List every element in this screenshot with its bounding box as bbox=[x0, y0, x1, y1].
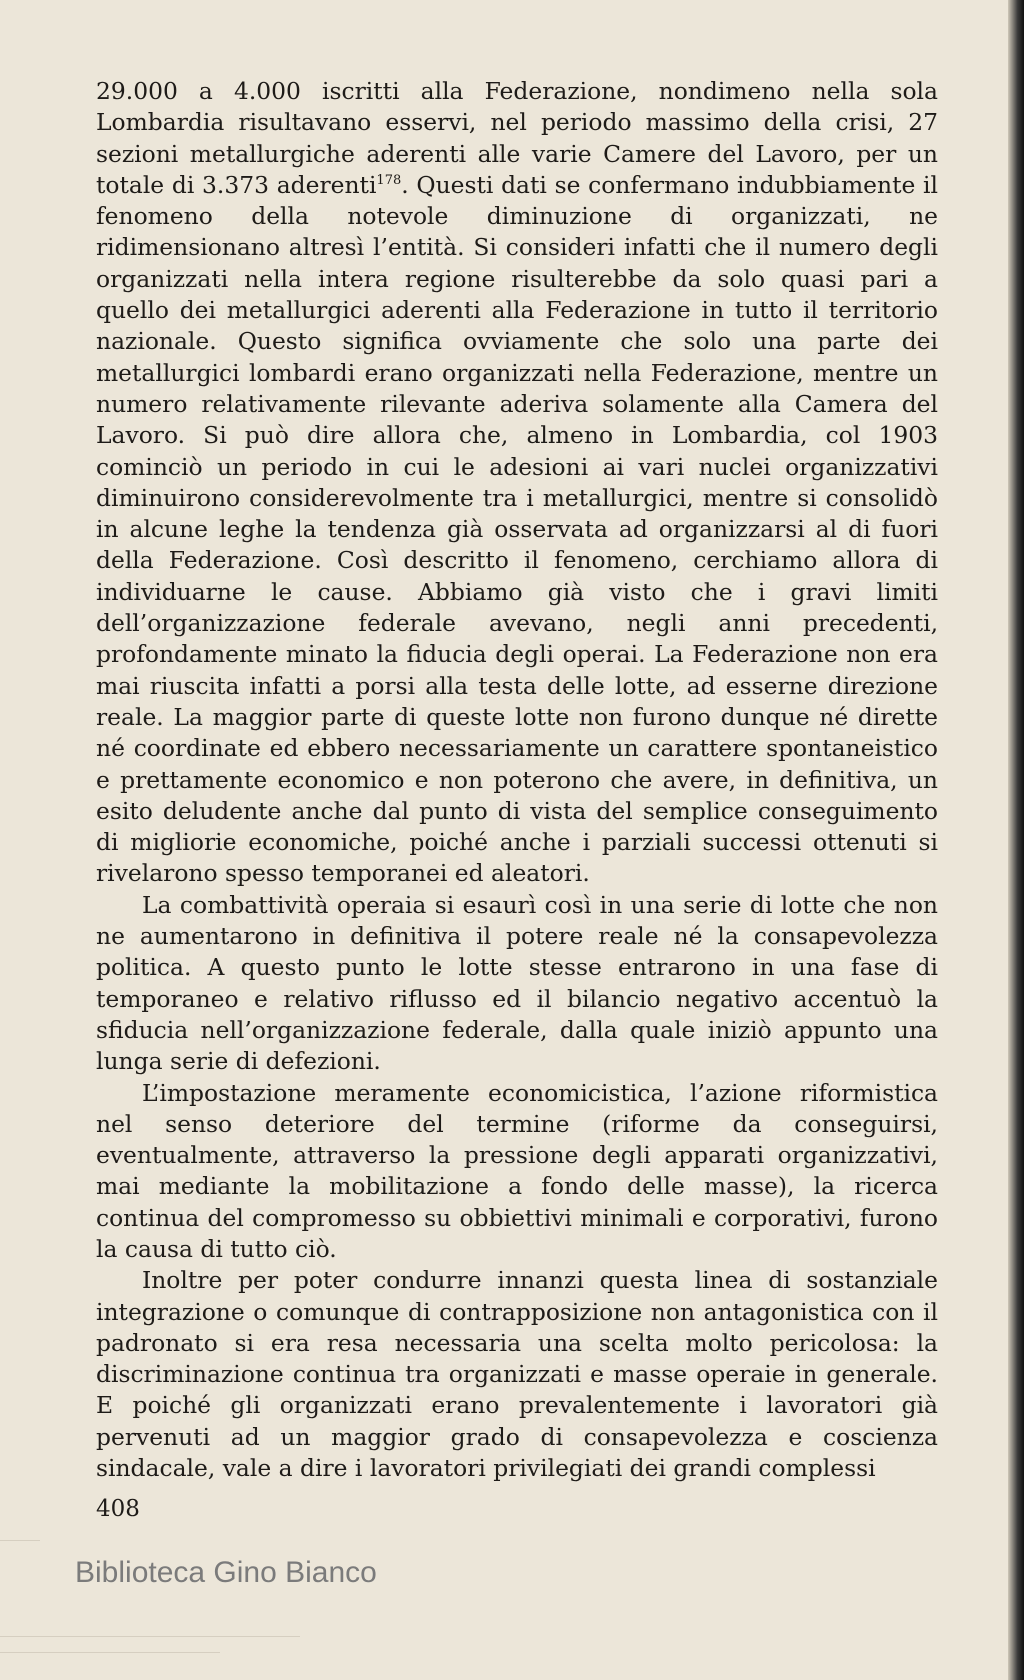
paragraph-2: La combattività operaia si esaurì così in una serie di lotte che non ne aumentarono in definitiva il potere reale né la consapevolezza politica. A questo punto le lotte stesse entrarono in una fase di temporaneo e relativo riflusso ed il bilancio negativo accentuò la sfiducia nell’organizzazione federale, dalla quale iniziò appunto una lunga serie di defezioni. bbox=[96, 890, 938, 1076]
paragraph-3: L’impostazione meramente economicistica, l’azione riformistica nel senso deteriore del termine (riforme da conseguirsi, eventualmente, attraverso la pressione degli apparati organizzativi, mai mediante la mobilitazione a fondo delle masse), la ricerca continua del compromesso su obbiettivi minimali e corporativi, furono la causa di tutto ciò. bbox=[96, 1078, 938, 1263]
paragraph-1-text-b: . Questi dati se confermano indubbiamente il fenomeno della notevole diminuzione di organizzati, ne ridimensionano altresì l’entità. Si consideri infatti che il numero degli organizzati nella intera regione risulterebbe da solo quasi pari a quello dei metallurgici aderenti alla Federazione in tutto il territorio nazionale. Questo significa ovviamente che solo una parte dei metallurgici lombardi erano organizzati nella Federazione, mentre un numero relativamente rilevante aderiva solamente alla Camera del Lavoro. Si può dire allora che, almeno in Lombardia, col 1903 cominciò un periodo in cui le adesioni ai vari nuclei organizzativi diminuirono considerevolmente tra i metallurgici, mentre si consolidò in alcune leghe la tendenza già osservata ad organizzarsi al di fuori della Federazione. Così descritto il fenomeno, cerchiamo allora di individuarne le cause. Abbiamo già visto che i gravi limiti dell’organizzazione federale avevano, negli anni precedenti, profondamente minato la fiducia degli operai. La Federazione non era mai riuscita infatti a porsi alla testa delle lotte, ad esserne direzione reale. La maggior parte di queste lotte non furono dunque né dirette né coordinate ed ebbero necessariamente un carattere spontaneistico e prettamente economico e non poterono che avere, in definitiva, un esito deludente anche dal punto di vista del semplice conseguimento di migliorie economiche, poiché anche i parziali successi ottenuti si rivelarono spesso temporanei ed aleatori. bbox=[96, 170, 938, 888]
footnote-reference: 178 bbox=[376, 173, 402, 189]
page-edge-shadow bbox=[1008, 0, 1024, 1680]
library-watermark: Biblioteca Gino Bianco bbox=[75, 1556, 377, 1589]
divider bbox=[0, 1636, 300, 1637]
divider bbox=[0, 1652, 220, 1653]
paragraph-1-text-a: 29.000 a 4.000 iscritti alla Federazione, nondimeno nella sola Lombardia risultavano esservi, nel periodo massimo della crisi, 27 sezioni metallurgiche aderenti alle varie Camere del Lavoro, per un totale di 3.373 aderenti bbox=[96, 77, 938, 199]
body-text bbox=[96, 76, 938, 1484]
paragraph-1 bbox=[96, 76, 938, 890]
divider bbox=[0, 1540, 40, 1541]
page-number: 408 bbox=[96, 1496, 140, 1522]
paragraph-4: Inoltre per poter condurre innanzi questa linea di sostanziale integrazione o comunque di contrapposizione non antagonistica con il padronato si era resa necessaria una scelta molto pericolosa: la discriminazione continua tra organizzati e masse operaie in generale. E poiché gli organizzati erano prevalentemente i lavoratori già pervenuti ad un maggior grado di consapevolezza e coscienza sindacale, vale a dire i lavoratori privilegiati dei grandi complessi bbox=[96, 1266, 938, 1483]
